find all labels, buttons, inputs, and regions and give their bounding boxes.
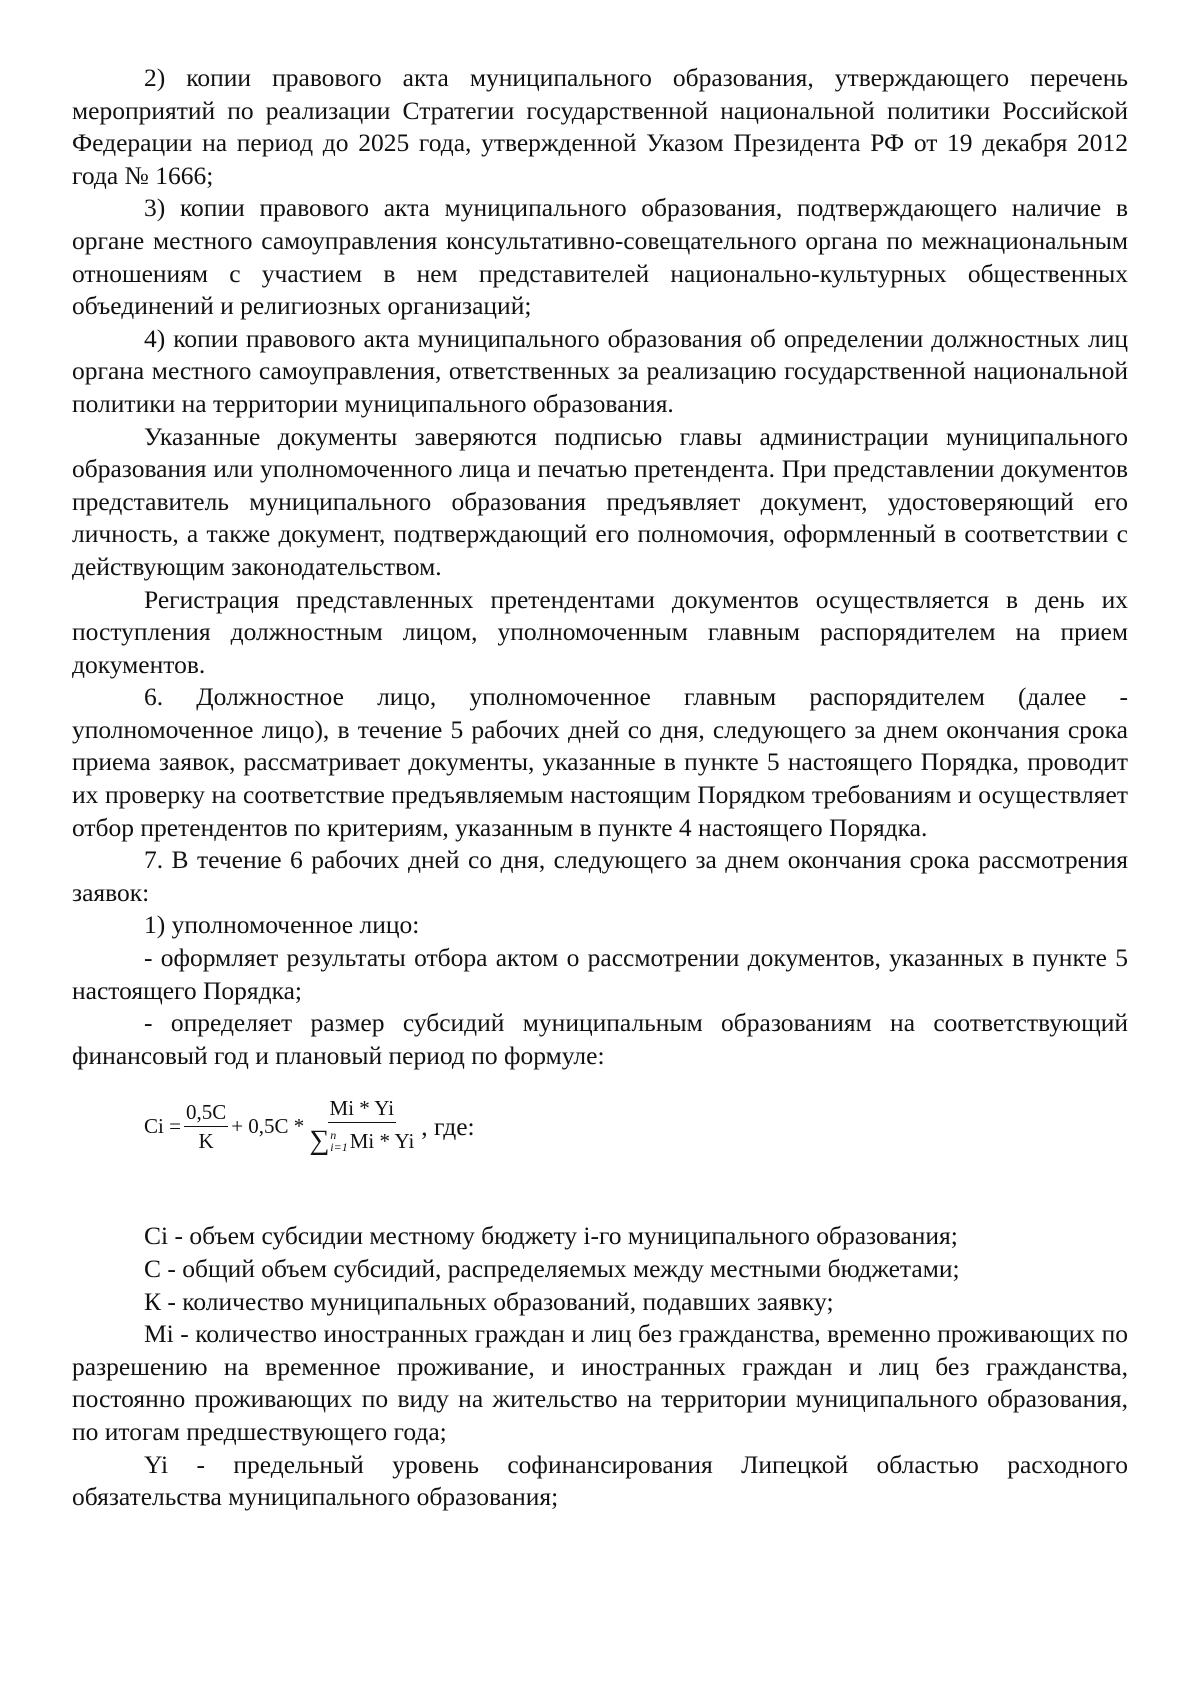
- formula-fraction-2-numerator: Mi * Yi: [328, 1098, 397, 1123]
- formula-lhs: Ci =: [144, 1114, 181, 1139]
- paragraph-item-3: 3) копии правового акта муниципального образования, подтверждающего наличие в органе местного самоуправления консультативно-совещательного органа по межнациональным отношениям с участием в нем представителей национально-культурных общественных объединений и религиозных организаций;: [72, 193, 1128, 321]
- definition-ci: Ci - объем субсидии местному бюджету i-го муниципального образования;: [144, 1221, 958, 1251]
- sum-limits: [330, 1129, 347, 1153]
- paragraph-formalize-results: - оформляет результаты отбора актом о рассмотрении документов, указанных в пункте 5 настоящего Порядка;: [72, 943, 1128, 1005]
- formula-expression: [144, 1098, 475, 1155]
- sum-upper-limit: n: [330, 1128, 337, 1143]
- formula-fraction-2-denominator: [307, 1123, 416, 1155]
- formula-suffix: , где:: [421, 1112, 475, 1142]
- formula-sum-term: Mi * Yi: [349, 1128, 415, 1153]
- definition-yi: Yi - предельный уровень софинансирования Липецкой областью расходного обязательства муниципального образования;: [72, 1449, 1128, 1512]
- paragraph-registration: Регистрация представленных претендентами документов осуществляется в день их поступления должностным лицом, уполномоченным главным распорядителем на прием документов.: [72, 584, 1128, 679]
- paragraph-item-2: 2) копии правового акта муниципального образования, утверждающего перечень мероприятий по реализации Стратегии государственной национальной политики Российской Федерации на период до 2025 года, утвержденной Указом Президента РФ от 19 декабря 2012 года № 1666;: [72, 63, 1128, 190]
- sum-symbol: ∑: [309, 1125, 330, 1157]
- document-page: [72, 62, 1128, 1514]
- paragraph-authorized-person: 1) уполномоченное лицо:: [144, 910, 420, 940]
- formula-fraction-1: [184, 1099, 228, 1153]
- definition-k: К - количество муниципальных образований, подавших заявку;: [144, 1286, 834, 1316]
- definition-c: С - общий объем субсидий, распределяемых между местными бюджетами;: [144, 1254, 960, 1283]
- paragraph-clause-7: 7. В течение 6 рабочих дней со дня, следующего за днем окончания срока рассмотрения заявок:: [72, 845, 1128, 907]
- formula-fraction-1-numerator: 0,5C: [184, 1102, 228, 1127]
- sum-lower-limit: i=1: [330, 1140, 348, 1155]
- formula-fraction-2: [307, 1098, 416, 1155]
- subsidy-formula: [72, 1088, 1128, 1208]
- formula-middle: + 0,5C *: [231, 1114, 305, 1139]
- formula-fraction-1-denominator: K: [198, 1128, 214, 1153]
- paragraph-item-4: 4) копии правового акта муниципального образования об определении должностных лиц органа местного самоуправления, ответственных за реализацию государственной национальной политики на территории муниципального образования.: [72, 323, 1128, 418]
- paragraph-determine-subsidy: - определяет размер субсидий муниципальным образованиям на соответствующий финансовый год и плановый период по формуле:: [72, 1008, 1128, 1070]
- paragraph-documents-certification: Указанные документы заверяются подписью главы администрации муниципального образования или уполномоченного лица и печатью претендента. При представлении документов представитель муниципального образования предъявляет документ, удостоверяющий его личность, а также документ, подтверждающий его полномочия, оформленный в соответствии с действующим законодательством.: [72, 421, 1128, 581]
- definition-mi: Mi - количество иностранных граждан и лиц без гражданства, временно проживающих по разрешению на временное проживание, и иностранных граждан и лиц без гражданства, постоянно проживающих по виду на жительство на территории муниципального образования, по итогам предшествующего года;: [72, 1319, 1128, 1446]
- paragraph-clause-6: 6. Должностное лицо, уполномоченное главным распорядителем (далее - уполномоченное лицо), в течение 5 рабочих дней со дня, следующего за днем окончания срока приема заявок, рассматривает документы, указанные в пункте 5 настоящего Порядка, проводит их проверку на соответствие предъявляемым настоящим Порядком требованиям и осуществляет отбор претендентов по критериям, указанным в пункте 4 настоящего Порядка.: [72, 682, 1128, 842]
